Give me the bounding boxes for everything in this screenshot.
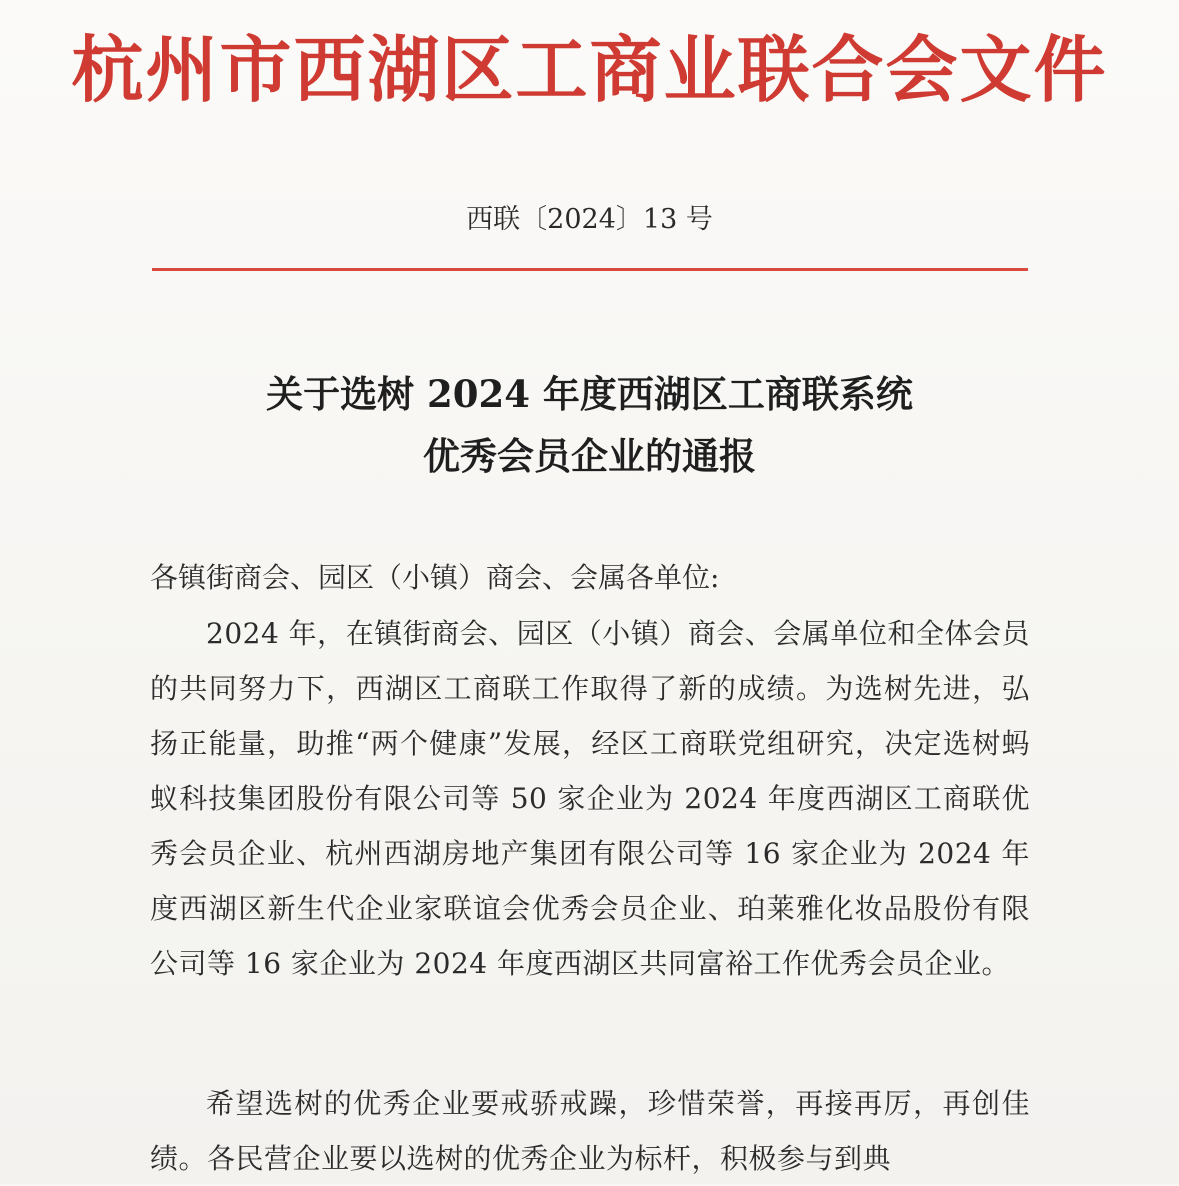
body-paragraph-1: 2024 年，在镇街商会、园区（小镇）商会、会属单位和全体会员的共同努力下，西湖区工商联工作取得了新的成绩。为选树先进，弘扬正能量，助推“两个健康”发展，经区工商联党组研究，决定选树蚂蚁科技集团股份有限公司等 50 家企业为 2024 年度西湖区工商联优秀会员企业、杭州西湖房地产集团有限公司等 16 家企业为 2024 年度西湖区新生代企业家联谊会优秀会员企业、珀莱雅化妆品股份有限公司等 16 家企业为 2024 年度西湖区共同富裕工作优秀会员企业。 xyxy=(150,617,1030,980)
document-number: 西联〔2024〕13 号 xyxy=(466,204,713,235)
red-divider-line xyxy=(152,268,1028,271)
salutation: 各镇街商会、园区（小镇）商会、会属各单位: xyxy=(150,561,720,594)
document-title-line-2: 优秀会员企业的通报 xyxy=(423,434,756,478)
document-masthead: 杭州市西湖区工商业联合会文件 xyxy=(71,27,1108,112)
body-paragraph-2: 希望选树的优秀企业要戒骄戒躁，珍惜荣誉，再接再厉，再创佳绩。各民营企业要以选树的优秀企业为标杆，积极参与到典 xyxy=(150,1087,1030,1175)
document-title-line-1: 关于选树 2024 年度西湖区工商联系统 xyxy=(266,372,913,416)
